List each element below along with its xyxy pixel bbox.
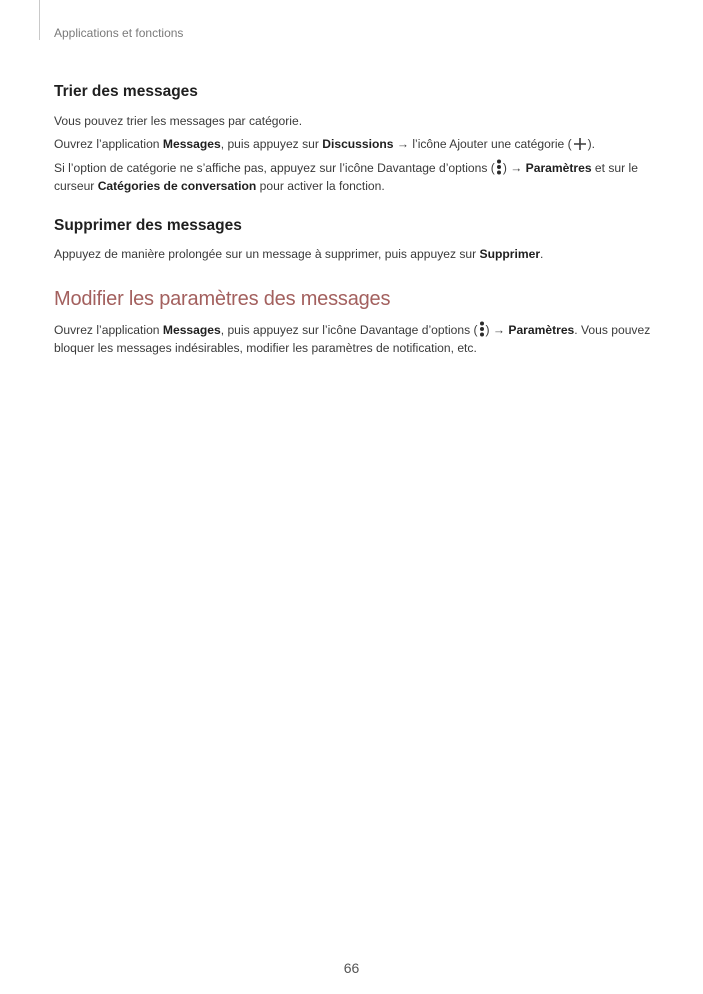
more-options-icon [479,321,485,337]
paragraph-modifier: Ouvrez l’application Messages, puis appuyez sur l’icône Davantage d’options ( ) → Paramètres. Vous pouvez bloquer les messages indésirables, modifier les paramètres de notification, etc. [54,323,651,355]
ui-term-parametres: Paramètres [508,323,575,337]
header-rule [39,0,40,40]
paragraph-trier-intro: Vous pouvez trier les messages par catégorie. [54,114,303,128]
paragraph-supprimer: Appuyez de manière prolongée sur un message à supprimer, puis appuyez sur Supprimer. [54,247,544,261]
paragraph-trier-steps: Ouvrez l’application Messages, puis appuyez sur Discussions → l’icône Ajouter une catégorie ( ). [54,137,596,151]
section-title-modifier: Modifier les paramètres des messages [54,288,391,310]
ui-term-categories-conversation: Catégories de conversation [97,179,257,193]
ui-term-messages: Messages [162,137,221,151]
ui-term-parametres: Paramètres [525,161,592,175]
section-title-trier: Trier des messages [54,83,198,100]
page-number: 66 [343,960,360,976]
section-title-supprimer: Supprimer des messages [54,217,242,234]
more-options-icon [496,159,502,175]
paragraph-trier-fallback: Si l’option de catégorie ne s’affiche pas, appuyez sur l’icône Davantage d’options ( ) → Paramètres et sur le curseur Catégories de conversation pour activer la fonction. [54,161,638,193]
ui-term-supprimer: Supprimer [479,247,541,261]
ui-term-messages: Messages [162,323,221,337]
running-head: Applications et fonctions [54,26,184,40]
ui-term-discussions: Discussions [322,137,394,151]
plus-icon [573,137,587,151]
